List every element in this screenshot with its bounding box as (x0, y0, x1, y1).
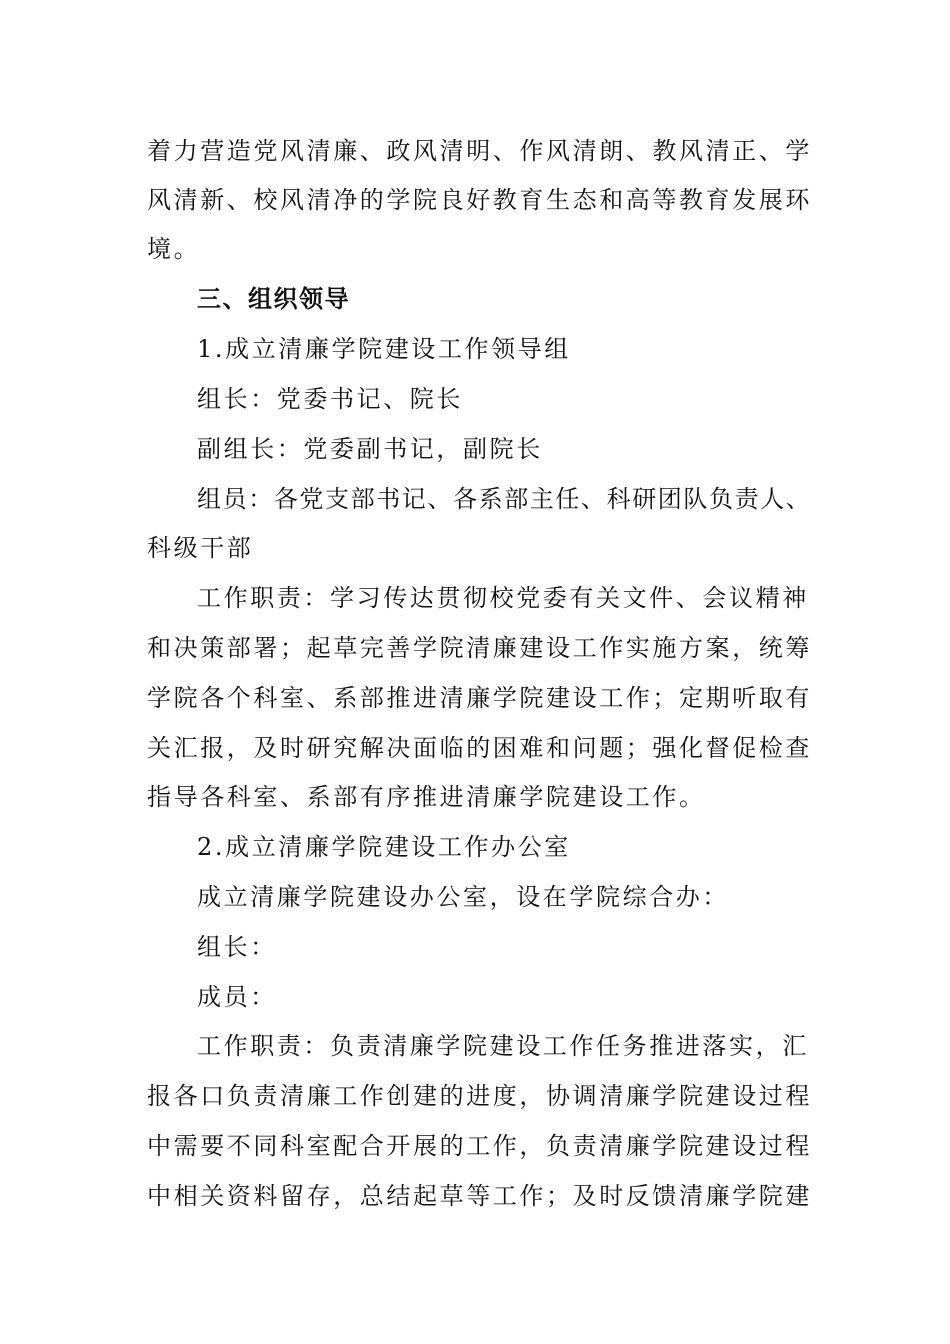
paragraph-line: 工作职责：学习传达贯彻校党委有关文件、会议精神 (197, 584, 809, 612)
paragraph-line: 成立清廉学院建设办公室，设在学院综合办： (197, 883, 729, 911)
paragraph-line: 和决策部署；起草完善学院清廉建设工作实施方案，统筹 (147, 634, 812, 662)
paragraph-line: 境。 (147, 235, 201, 263)
paragraph-line: 中相关资料留存，总结起草等工作；及时反馈清廉学院建 (147, 1182, 812, 1210)
paragraph-line: 组员：各党支部书记、各系部主任、科研团队负责人、 (197, 485, 812, 513)
paragraph-line: 关汇报，及时研究解决面临的困难和问题；强化督促检查 (147, 734, 812, 762)
paragraph-line: 工作职责：负责清廉学院建设工作任务推进落实，汇 (197, 1032, 809, 1060)
paragraph-line: 中需要不同科室配合开展的工作，负责清廉学院建设过程 (147, 1132, 812, 1160)
paragraph-line: 组长： (197, 933, 277, 961)
subsection-heading: 1.成立清廉学院建设工作领导组 (197, 335, 571, 363)
paragraph-line: 成员： (197, 983, 277, 1011)
subsection-heading: 2.成立清廉学院建设工作办公室 (197, 833, 571, 861)
paragraph-line: 科级干部 (147, 534, 254, 562)
paragraph-line: 副组长：党委副书记，副院长 (197, 435, 543, 463)
paragraph-line: 着力营造党风清廉、政风清明、作风清朗、教风清正、学 (147, 137, 812, 165)
paragraph-line: 风清新、校风清净的学院良好教育生态和高等教育发展环 (147, 186, 812, 214)
paragraph-line: 报各口负责清廉工作创建的进度，协调清廉学院建设过程 (147, 1082, 812, 1110)
section-heading: 三、组织领导 (197, 285, 350, 313)
paragraph-line: 学院各个科室、系部推进清廉学院建设工作；定期听取有 (147, 684, 812, 712)
paragraph-line: 组长：党委书记、院长 (197, 385, 463, 413)
paragraph-line: 指导各科室、系部有序推进清廉学院建设工作。 (147, 783, 706, 811)
